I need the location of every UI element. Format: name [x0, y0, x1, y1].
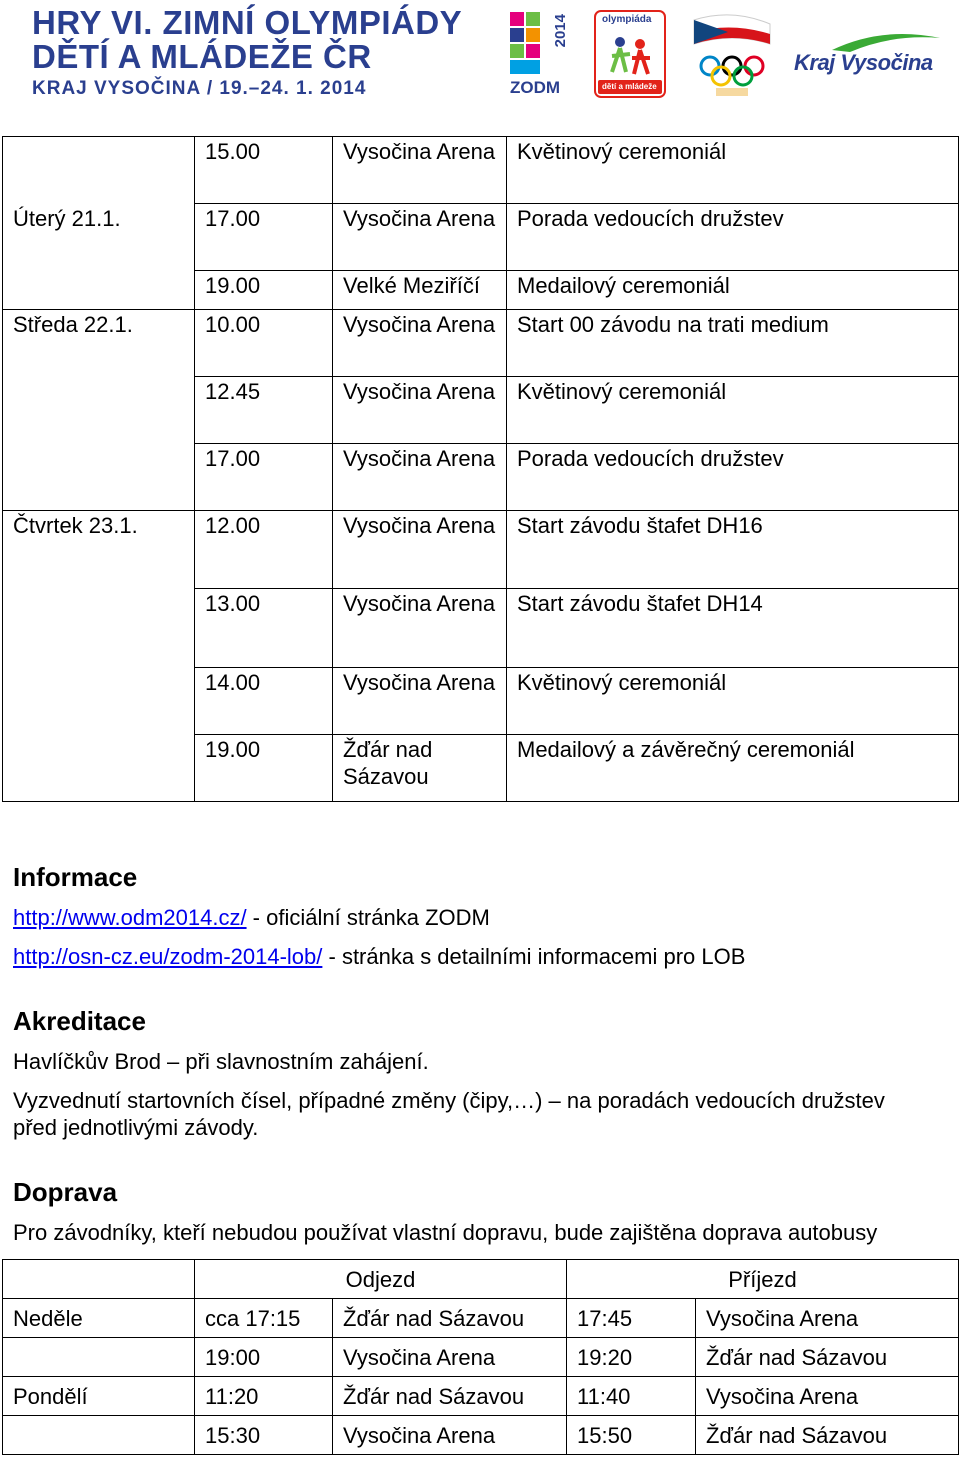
schedule-time: 12.00: [195, 511, 333, 589]
arrival-time: 11:40: [567, 1377, 696, 1416]
schedule-table: [2, 136, 959, 802]
transport-row: [3, 1416, 959, 1455]
arrival-time: 19:20: [567, 1338, 696, 1377]
schedule-row: [3, 271, 959, 310]
akreditace-line2a: Vyzvednutí startovních čísel, případné změny (čipy,…) – na poradách vedoucích družstev: [13, 1088, 885, 1113]
transport-header-row: [3, 1260, 959, 1299]
departure-time: 19:00: [195, 1338, 333, 1377]
schedule-time: 10.00: [195, 310, 333, 377]
schedule-event: Květinový ceremoniál: [507, 668, 959, 735]
zodm-logo: [508, 8, 576, 100]
arrival-place: Vysočina Arena: [696, 1377, 959, 1416]
info-heading: Informace: [13, 862, 138, 892]
schedule-place: Vysočina Arena: [333, 137, 507, 204]
departure-header: Odjezd: [195, 1260, 567, 1299]
schedule-time: 19.00: [195, 735, 333, 802]
transport-row: [3, 1299, 959, 1338]
schedule-day: [3, 271, 195, 310]
schedule-row: [3, 204, 959, 271]
departure-time: cca 17:15: [195, 1299, 333, 1338]
akreditace-line2b: před jednotlivými závody.: [13, 1115, 259, 1140]
departure-time: 15:30: [195, 1416, 333, 1455]
schedule-day: Středa 22.1.: [3, 310, 195, 377]
arrival-place: Žďár nad Sázavou: [696, 1416, 959, 1455]
doprava-intro: Pro závodníky, kteří nebudou používat vlastní dopravu, bude zajištěna doprava autobusy: [13, 1220, 878, 1245]
info-line2: [13, 943, 745, 970]
transport-day: Neděle: [3, 1299, 195, 1338]
osn-link[interactable]: http://osn-cz.eu/zodm-2014-lob/: [13, 944, 323, 969]
osn-link-desc: - stránka s detailními informacemi pro LOB: [322, 944, 746, 969]
akreditace-heading: Akreditace: [13, 1006, 146, 1036]
olympiada-label: olympiáda: [602, 14, 652, 25]
odm2014-link[interactable]: http://www.odm2014.cz/: [13, 905, 247, 930]
departure-place: Vysočina Arena: [333, 1338, 567, 1377]
schedule-time: 19.00: [195, 271, 333, 310]
schedule-place: Vysočina Arena: [333, 589, 507, 668]
arrival-header: Příjezd: [567, 1260, 959, 1299]
schedule-day: [3, 137, 195, 204]
arrival-place: Žďár nad Sázavou: [696, 1338, 959, 1377]
departure-place: Žďár nad Sázavou: [333, 1377, 567, 1416]
schedule-place: Vysočina Arena: [333, 310, 507, 377]
schedule-time: 13.00: [195, 589, 333, 668]
schedule-event: Porada vedoucích družstev: [507, 444, 959, 511]
transport-table: [2, 1259, 959, 1455]
transport-day: Pondělí: [3, 1377, 195, 1416]
schedule-row: [3, 137, 959, 204]
schedule-day: [3, 668, 195, 735]
schedule-row: [3, 377, 959, 444]
schedule-row: [3, 589, 959, 668]
schedule-event: Květinový ceremoniál: [507, 377, 959, 444]
schedule-place: Vysočina Arena: [333, 668, 507, 735]
schedule-day: [3, 735, 195, 802]
departure-place: Žďár nad Sázavou: [333, 1299, 567, 1338]
schedule-time: 15.00: [195, 137, 333, 204]
schedule-event: Květinový ceremoniál: [507, 137, 959, 204]
schedule-time: 17.00: [195, 444, 333, 511]
kraj-label: Kraj Vysočina: [794, 50, 933, 75]
odm2014-link-desc: - oficiální stránka ZODM: [246, 905, 490, 930]
schedule-row: [3, 310, 959, 377]
arrival-time: 17:45: [567, 1299, 696, 1338]
schedule-time: 14.00: [195, 668, 333, 735]
banner-title-line1: HRY VI. ZIMNÍ OLYMPIÁDY: [32, 4, 463, 41]
schedule-event: Start závodu štafet DH14: [507, 589, 959, 668]
doprava-heading: Doprava: [13, 1177, 118, 1207]
zodm-year: 2014: [552, 14, 569, 48]
olympiada-sub: dětí a mládeže: [602, 82, 657, 91]
arrival-time: 15:50: [567, 1416, 696, 1455]
schedule-row: [3, 668, 959, 735]
departure-place: Vysočina Arena: [333, 1416, 567, 1455]
schedule-row: [3, 735, 959, 802]
schedule-event: Medailový a závěrečný ceremoniál: [507, 735, 959, 802]
transport-day: [3, 1416, 195, 1455]
transport-row: [3, 1377, 959, 1416]
schedule-day: [3, 589, 195, 668]
akreditace-line1: Havlíčkův Brod – při slavnostním zahájení.: [13, 1049, 429, 1074]
banner-title-line2: DĚTÍ A MLÁDEŽE ČR: [32, 38, 372, 75]
olympiada-logo: [594, 10, 666, 98]
schedule-place: Vysočina Arena: [333, 377, 507, 444]
schedule-row: [3, 444, 959, 511]
czech-olympic-logo: [688, 10, 776, 98]
transport-row: [3, 1338, 959, 1377]
kraj-vysocina-logo: [792, 30, 942, 80]
schedule-event: Start závodu štafet DH16: [507, 511, 959, 589]
schedule-place: Vysočina Arena: [333, 204, 507, 271]
schedule-row: [3, 511, 959, 589]
schedule-place: Vysočina Arena: [333, 444, 507, 511]
schedule-day: [3, 377, 195, 444]
arrival-place: Vysočina Arena: [696, 1299, 959, 1338]
schedule-event: Medailový ceremoniál: [507, 271, 959, 310]
transport-header-empty: [3, 1260, 195, 1299]
header-banner: [0, 0, 960, 108]
schedule-day: Úterý 21.1.: [3, 204, 195, 271]
departure-time: 11:20: [195, 1377, 333, 1416]
schedule-time: 17.00: [195, 204, 333, 271]
schedule-place: Velké Meziříčí: [333, 271, 507, 310]
schedule-place: Žďár nad Sázavou: [333, 735, 507, 802]
schedule-place: Vysočina Arena: [333, 511, 507, 589]
schedule-day: Čtvrtek 23.1.: [3, 511, 195, 589]
schedule-day: [3, 444, 195, 511]
schedule-time: 12.45: [195, 377, 333, 444]
info-line1: [13, 904, 490, 931]
banner-title-line3: KRAJ VYSOČINA / 19.–24. 1. 2014: [32, 78, 367, 99]
transport-day: [3, 1338, 195, 1377]
schedule-event: Start 00 závodu na trati medium: [507, 310, 959, 377]
schedule-event: Porada vedoucích družstev: [507, 204, 959, 271]
zodm-label: ZODM: [510, 78, 561, 97]
